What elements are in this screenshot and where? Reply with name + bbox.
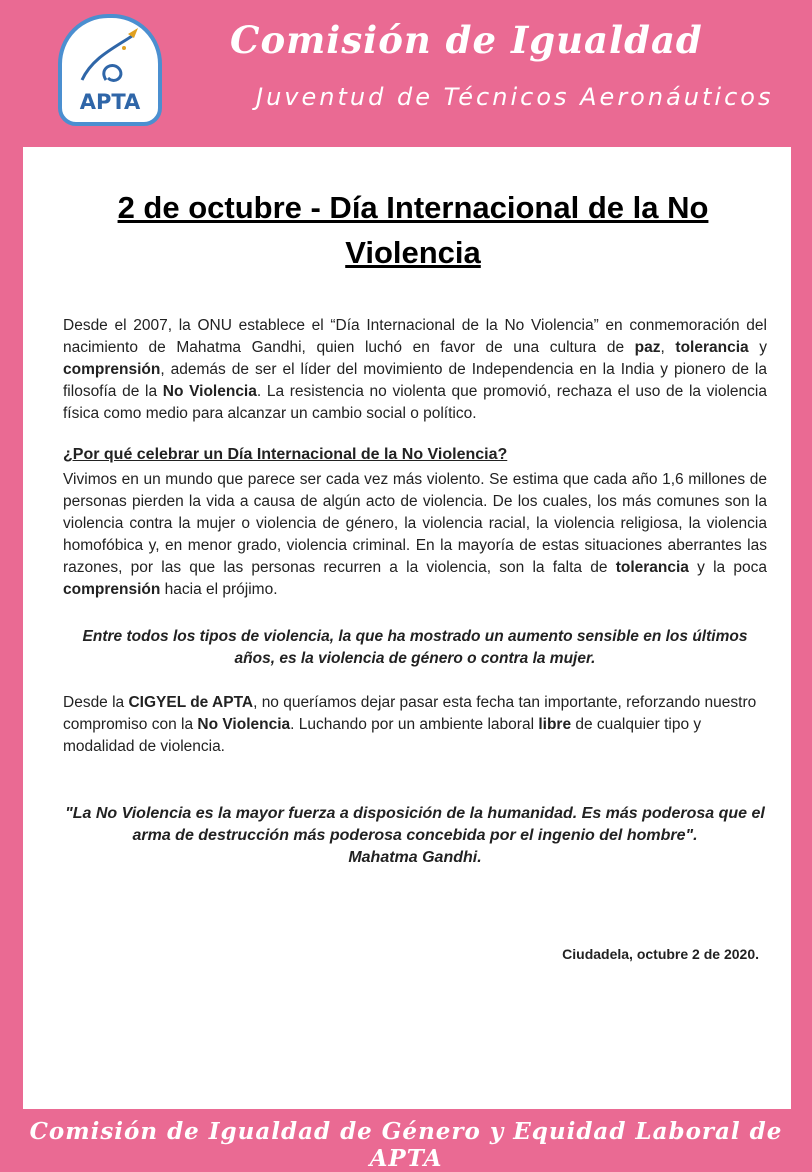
header-subtitle: Juventud de Técnicos Aeronáuticos	[256, 83, 774, 111]
signoff: Ciudadela, octubre 2 de 2020.	[562, 946, 759, 962]
paragraph-why: Vivimos en un mundo que parece ser cada vez más violento. Se estima que cada año 1,6 millones de personas pierden la vida a causa de algún acto de violencia. De los cuales, los más comunes son la violencia contra la mujer o violencia de género, la violencia racial, la violencia religiosa, la violencia homofóbica y, en menor grado, violencia criminal. En la mayoría de estas situaciones aberrantes las razones, por las que las personas recurren a la violencia, son la falta de tolerancia y la poca comprensión hacia el prójimo.	[63, 471, 767, 598]
quote-author: Mahatma Gandhi.	[348, 849, 482, 866]
paragraph-intro: Desde el 2007, la ONU establece el “Día Internacional de la No Violencia” en conmemoración del nacimiento de Mahatma Gandhi, quien luchó en favor de una cultura de paz, tolerancia y comprensión, además de ser el líder del movimiento de Independencia en la India y pionero de la filosofía de la No Violencia. La resistencia no violenta que promovió, rechaza el uso de la violencia física como medio para alcanzar un cambio social o político.	[63, 317, 767, 422]
header	[0, 0, 812, 140]
paragraph-cigyel: Desde la CIGYEL de APTA, no queríamos dejar pasar esta fecha tan importante, reforzando nuestro compromiso con la No Violencia. Luchando por un ambiente laboral libre de cualquier tipo y modalidad de violencia.	[63, 694, 757, 755]
document-title: 2 de octubre - Día Internacional de la No Violencia	[117, 190, 709, 270]
quote-text: "La No Violencia es la mayor fuerza a disposición de la humanidad. Es más poderosa que el arma de destrucción más poderosa concebida por el ingenio del hombre".	[65, 805, 765, 844]
callout-text: Entre todos los tipos de violencia, la que ha mostrado un aumento sensible en los últimos años, es la violencia de género o contra la mujer.	[82, 628, 748, 667]
section-heading: ¿Por qué celebrar un Día Internacional de la No Violencia?	[63, 446, 508, 463]
header-title: Comisión de Igualdad	[230, 18, 703, 62]
apta-logo	[58, 14, 162, 126]
document-page	[23, 147, 791, 1109]
footer-text: Comisión de Igualdad de Género y Equidad Laboral de APTA	[29, 1118, 783, 1172]
logo-text: APTA	[79, 90, 141, 114]
gandhi-quote	[63, 803, 767, 869]
